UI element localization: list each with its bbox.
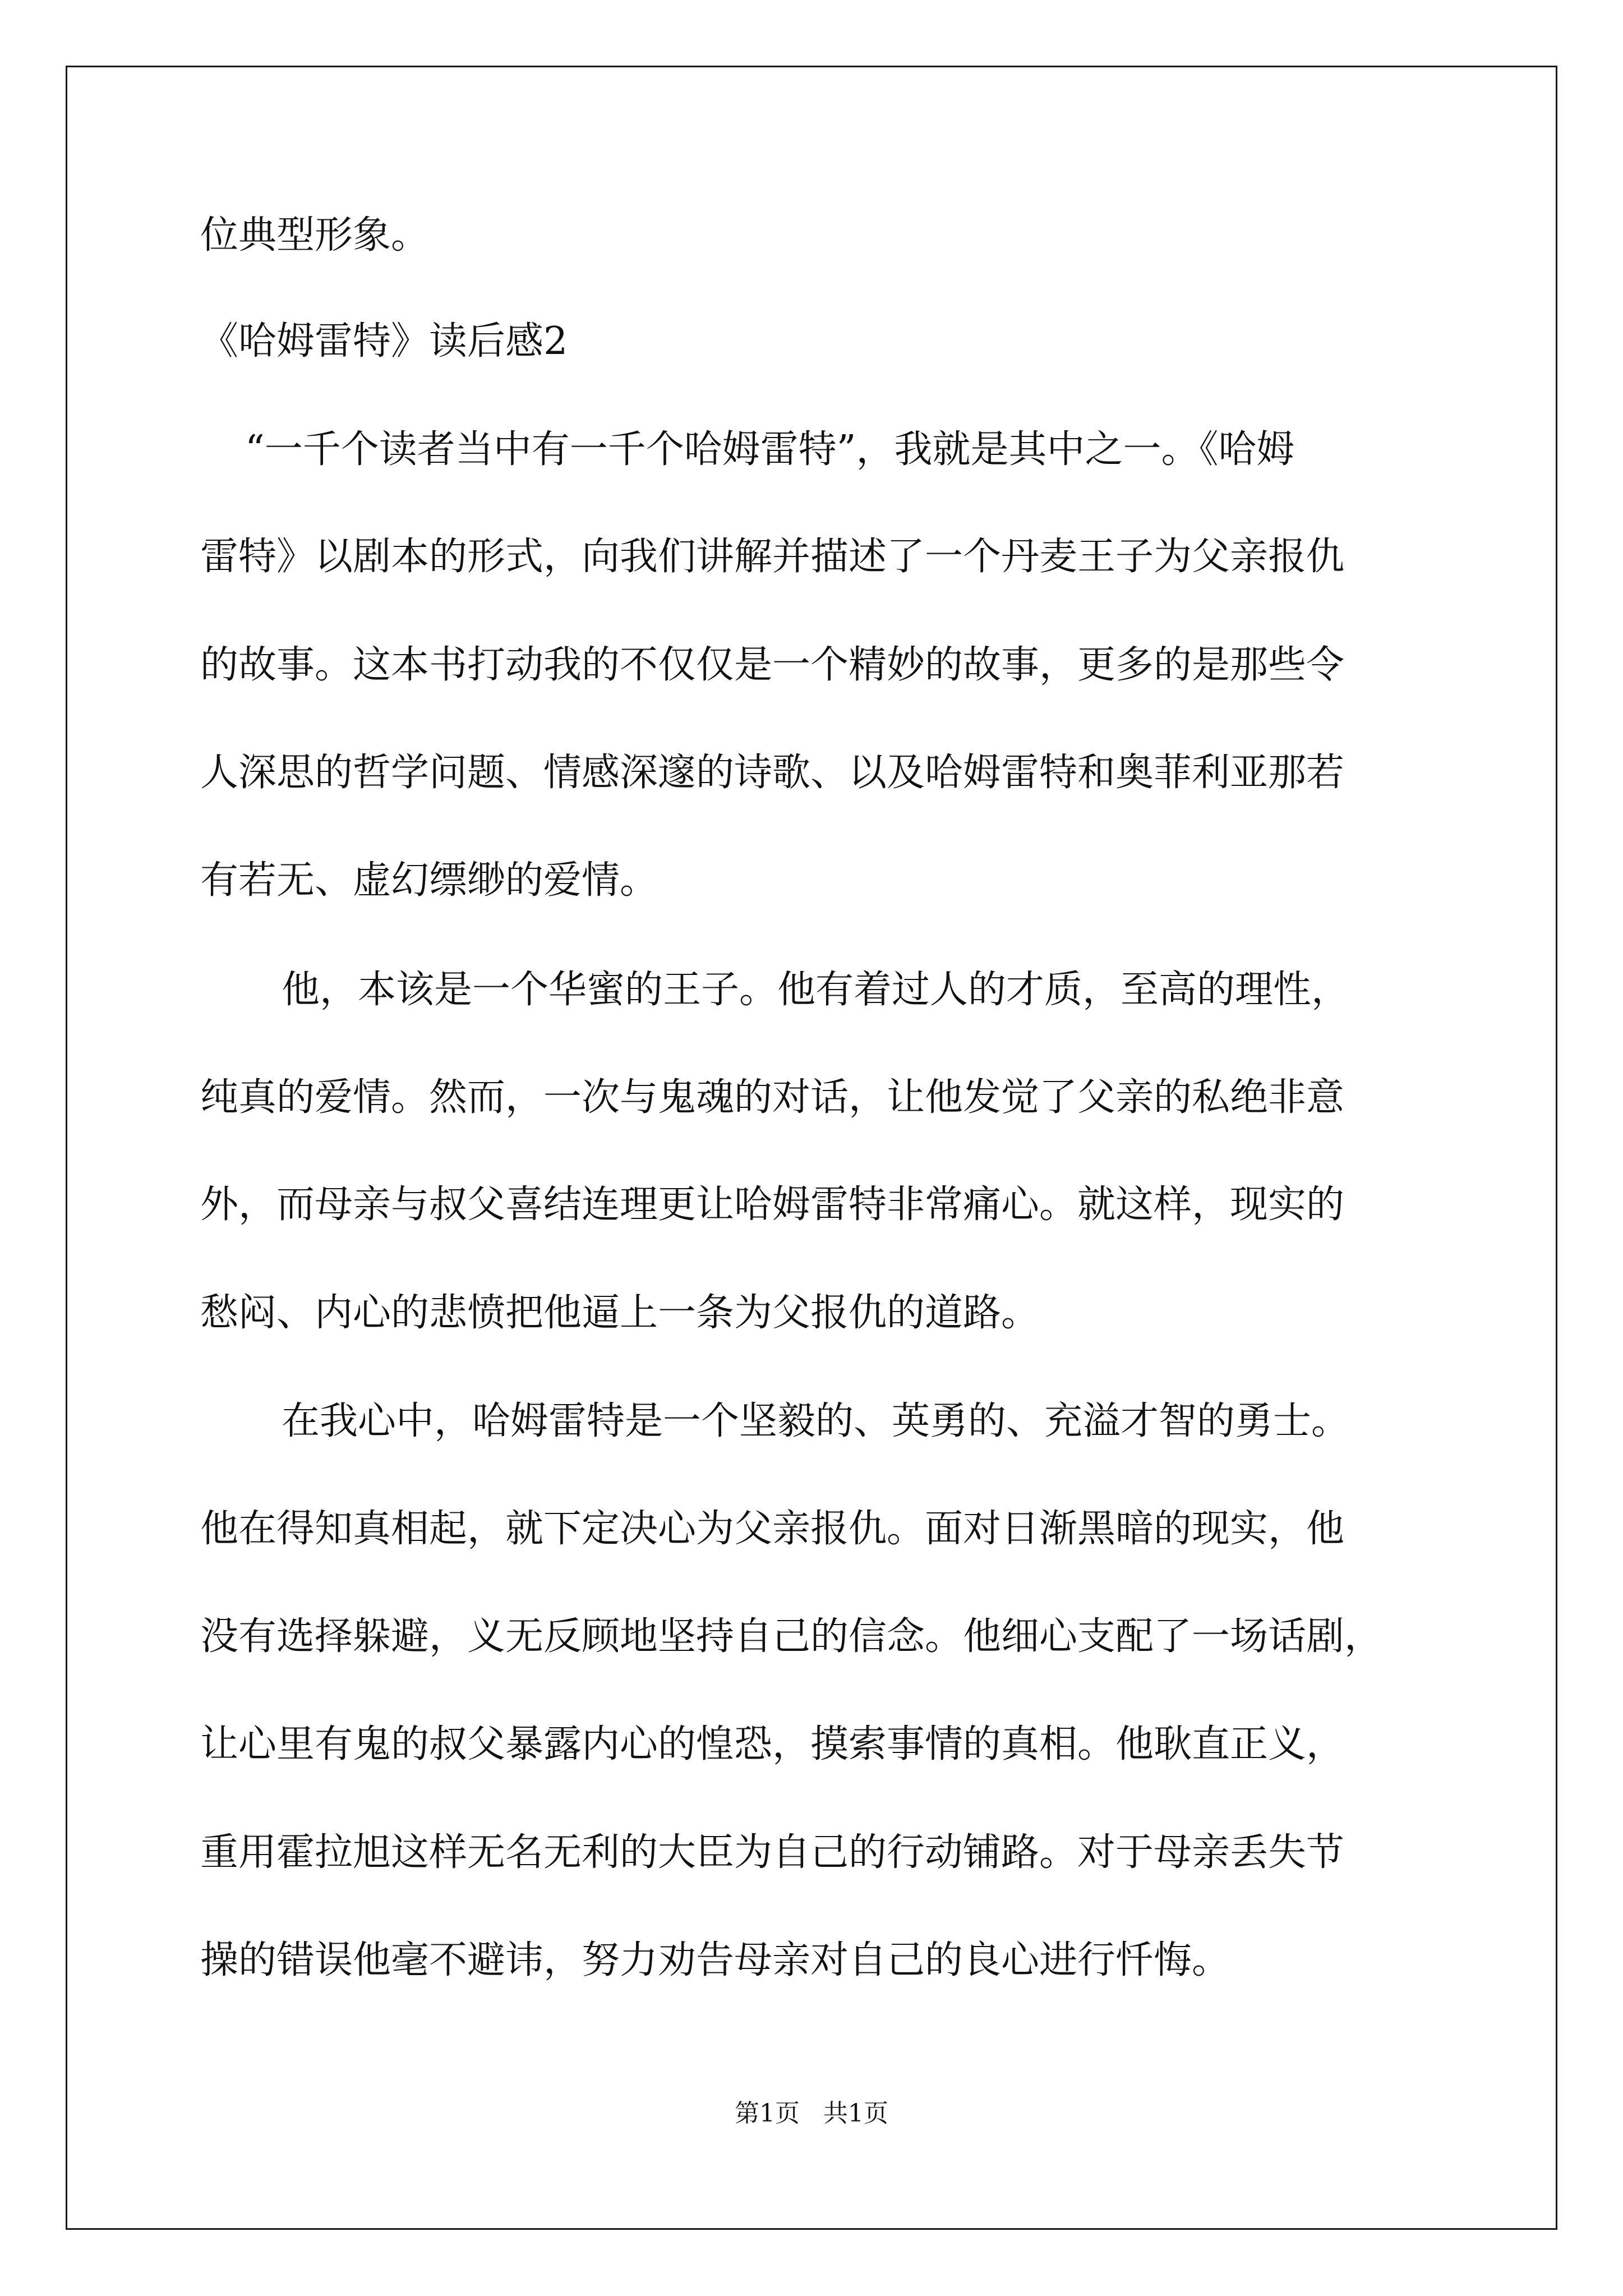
- text-line: 他，本该是一个华蜜的王子。他有着过人的才质，至高的理性，: [282, 968, 1350, 1012]
- text-line: 位典型形象。: [200, 213, 430, 257]
- page-border: [66, 66, 1557, 2230]
- text-line: 有若无、虚幻缥缈的爱情。: [200, 858, 658, 903]
- text-line: 操的错误他毫不避讳，努力劝告母亲对自己的良心进行忏悔。: [200, 1938, 1230, 1982]
- text-line: 他在得知真相起，就下定决心为父亲报仇。面对日渐黑暗的现实，他: [200, 1507, 1345, 1551]
- text-line: 的故事。这本书打动我的不仅仅是一个精妙的故事，更多的是那些令: [200, 643, 1345, 687]
- text-line: 愁闷、内心的悲愤把他逼上一条为父报仇的道路。: [200, 1291, 1040, 1335]
- text-line: 没有选择躲避，义无反顾地坚持自己的信念。他细心支配了一场话剧，: [200, 1614, 1383, 1659]
- text-line: “一千个读者当中有一千个哈姆雷特”，我就是其中之一。《哈姆: [245, 427, 1295, 472]
- text-line: 重用霍拉旭这样无名无利的大臣为自己的行动铺路。对于母亲丢失节: [200, 1830, 1345, 1875]
- text-line: 纯真的爱情。然而，一次与鬼魂的对话，让他发觉了父亲的私绝非意: [200, 1075, 1345, 1120]
- text-line: 雷特》以剧本的形式，向我们讲解并描述了一个丹麦王子为父亲报仇: [200, 535, 1345, 579]
- text-line: 让心里有鬼的叔父暴露内心的惶恐，摸索事情的真相。他耿直正义，: [200, 1722, 1345, 1766]
- text-line: 外，而母亲与叔父喜结连理更让哈姆雷特非常痛心。就这样，现实的: [200, 1182, 1345, 1227]
- text-line: 人深思的哲学问题、情感深邃的诗歌、以及哈姆雷特和奥菲利亚那若: [200, 751, 1345, 795]
- text-line: 在我心中，哈姆雷特是一个坚毅的、英勇的、充溢才智的勇士。: [282, 1399, 1350, 1443]
- page-number: 第1页 共1页: [735, 2099, 888, 2128]
- section-heading: 《哈姆雷特》读后感2: [200, 319, 568, 364]
